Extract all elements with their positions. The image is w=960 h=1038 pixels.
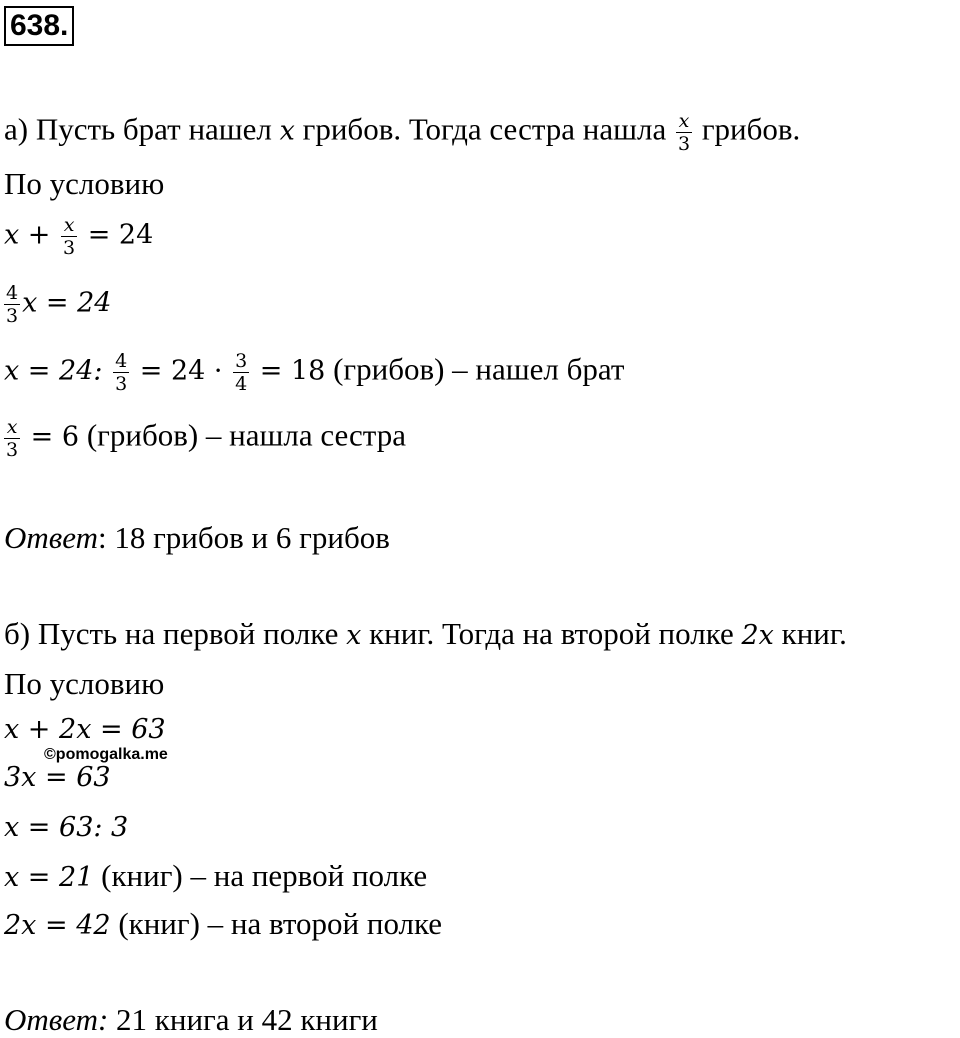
part-b-equation-4	[4, 858, 427, 896]
part-a-intro-2: грибов. Тогда сестра нашла	[294, 111, 674, 147]
part-a-equation-2	[4, 282, 111, 327]
task-number: 638.	[4, 6, 74, 46]
fraction-denominator: 3	[63, 237, 76, 259]
eq-text: (грибов) – нашел брат	[325, 351, 625, 387]
part-a-intro-3: грибов.	[694, 111, 801, 147]
part-a-var: x	[279, 115, 295, 147]
eq-part: = 24 ·	[131, 355, 232, 387]
answer-label: Ответ	[4, 520, 98, 555]
eq-part: x = 24:	[4, 355, 112, 387]
part-b-equation-3: x = 63: 3	[4, 812, 129, 843]
eq-part: = 6	[22, 421, 80, 453]
answer-label: Ответ:	[4, 1002, 109, 1037]
fraction-x-3	[4, 416, 20, 461]
eq-part: x = 21	[4, 862, 94, 893]
fraction-numerator: 3	[235, 350, 248, 372]
eq-part: x = 24	[22, 287, 112, 319]
eq-part: = 18	[251, 355, 326, 387]
fraction-4-3	[4, 282, 20, 327]
part-a-intro-1: а) Пусть брат нашел	[4, 111, 280, 147]
answer-text: 21 книга и 42 книги	[108, 1002, 378, 1037]
eq-text: (книг) – на первой полке	[93, 858, 428, 893]
part-a-answer	[4, 520, 390, 556]
fraction-numerator: 4	[115, 350, 128, 372]
eq-text: (книг) – на второй полке	[110, 906, 443, 941]
part-b-equation-1: x + 2x = 63	[4, 714, 166, 745]
part-a-equation-1	[4, 214, 153, 259]
part-b-intro-2: книг. Тогда на второй полке	[361, 616, 742, 651]
eq-part: x +	[4, 219, 60, 251]
fraction-denominator: 3	[6, 305, 19, 327]
part-b-var: x	[346, 620, 362, 651]
eq-text: (грибов) – нашла сестра	[79, 417, 406, 453]
fraction-denominator: 4	[235, 373, 248, 395]
part-b-intro-1: б) Пусть на первой полке	[4, 616, 347, 651]
part-a-condition: По условию	[4, 166, 165, 201]
fraction-numerator: 4	[6, 282, 19, 304]
part-a-equation-4	[4, 416, 406, 461]
part-b-condition: По условию	[4, 666, 165, 701]
watermark: ©pomogalka.me	[44, 746, 168, 763]
fraction-denominator: 3	[6, 439, 19, 461]
fraction-numerator: x	[4, 416, 20, 439]
fraction-3-4	[233, 350, 249, 395]
part-b-equation-5	[4, 906, 442, 944]
fraction-4-3	[113, 350, 129, 395]
part-a-intro	[4, 110, 800, 155]
fraction-numerator: x	[61, 214, 77, 237]
eq-part: = 24	[79, 219, 154, 251]
part-a-equation-3	[4, 350, 624, 395]
fraction-x-3	[61, 214, 77, 259]
fraction-numerator: x	[676, 110, 692, 133]
part-b-var2: 2x	[741, 620, 774, 651]
answer-text: : 18 грибов и 6 грибов	[97, 520, 390, 555]
fraction-denominator: 3	[115, 373, 128, 395]
fraction-denominator: 3	[677, 133, 691, 155]
eq-part: 2x = 42	[4, 910, 111, 941]
part-b-intro-3: книг.	[773, 616, 847, 651]
part-b-intro	[4, 616, 847, 654]
part-b-equation-2: 3x = 63	[4, 762, 111, 793]
fraction-x-3	[676, 110, 692, 155]
